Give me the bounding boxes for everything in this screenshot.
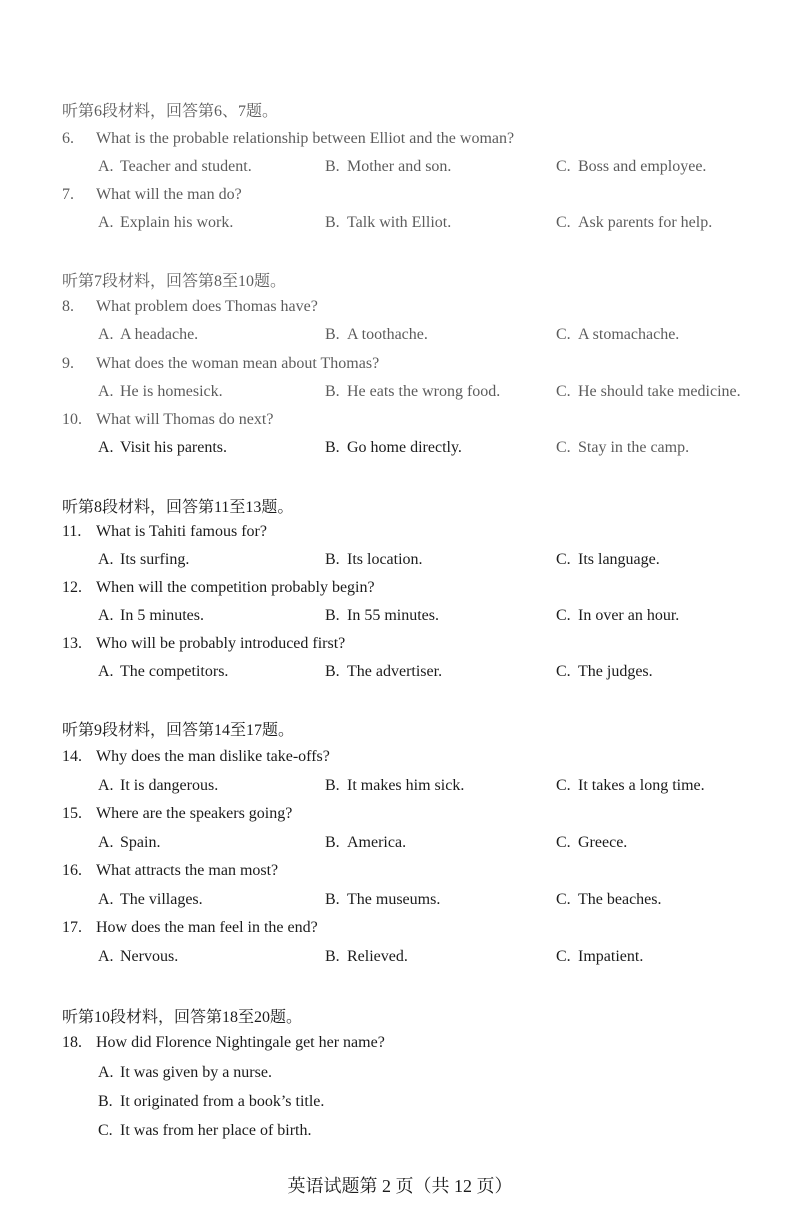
question-number: 18. bbox=[62, 1034, 82, 1051]
option-letter: A. bbox=[98, 158, 114, 175]
option-text: Its location. bbox=[347, 551, 423, 568]
option-text: The advertiser. bbox=[347, 663, 443, 680]
option-a bbox=[98, 551, 189, 569]
option-b bbox=[325, 326, 428, 344]
option-letter: B. bbox=[325, 607, 340, 624]
option-c bbox=[556, 948, 643, 966]
option-a bbox=[98, 326, 198, 344]
option-text: A stomachache. bbox=[578, 326, 680, 343]
option-letter: C. bbox=[556, 891, 571, 908]
question-14 bbox=[62, 748, 330, 766]
option-text: Visit his parents. bbox=[120, 439, 228, 456]
option-text: The villages. bbox=[120, 891, 203, 908]
question-text: What problem does Thomas have? bbox=[96, 298, 318, 315]
question-number: 6. bbox=[62, 130, 74, 147]
option-letter: A. bbox=[98, 551, 114, 568]
option-letter: A. bbox=[98, 383, 114, 400]
option-a bbox=[98, 777, 218, 795]
section-header: 听第8段材料，回答第11至13题。 bbox=[62, 499, 294, 516]
option-text: America. bbox=[347, 834, 407, 851]
option-a bbox=[98, 214, 233, 232]
section-header: 听第7段材料，回答第8至10题。 bbox=[62, 273, 287, 290]
option-c bbox=[556, 663, 653, 681]
option-letter: C. bbox=[556, 663, 571, 680]
option-letter: B. bbox=[325, 383, 340, 400]
question-text: Who will be probably introduced first? bbox=[96, 635, 346, 652]
option-letter: A. bbox=[98, 834, 114, 851]
option-text: It was given by a nurse. bbox=[120, 1064, 272, 1081]
question-number: 9. bbox=[62, 355, 74, 372]
option-a bbox=[98, 383, 223, 401]
option-text: In 55 minutes. bbox=[347, 607, 439, 624]
option-b bbox=[325, 214, 451, 232]
option-a bbox=[98, 158, 252, 176]
option-letter: B. bbox=[325, 948, 340, 965]
option-text: Talk with Elliot. bbox=[347, 214, 452, 231]
option-text: Nervous. bbox=[120, 948, 179, 965]
question-number: 7. bbox=[62, 186, 74, 203]
question-text: Why does the man dislike take-offs? bbox=[96, 748, 330, 765]
question-10 bbox=[62, 411, 273, 429]
option-letter: B. bbox=[325, 214, 340, 231]
question-number: 8. bbox=[62, 298, 74, 315]
option-letter: B. bbox=[325, 663, 340, 680]
option-letter: C. bbox=[556, 439, 571, 456]
option-text: He should take medicine. bbox=[578, 383, 741, 400]
option-text: It was from her place of birth. bbox=[120, 1122, 312, 1139]
question-number: 12. bbox=[62, 579, 82, 596]
option-text: It is dangerous. bbox=[120, 777, 219, 794]
option-c bbox=[556, 607, 679, 625]
option-text: It takes a long time. bbox=[578, 777, 705, 794]
option-text: The competitors. bbox=[120, 663, 229, 680]
question-number: 14. bbox=[62, 748, 82, 765]
option-letter: C. bbox=[556, 834, 571, 851]
option-text: The beaches. bbox=[578, 891, 662, 908]
option-a bbox=[98, 834, 160, 852]
question-text: How does the man feel in the end? bbox=[96, 919, 318, 936]
option-c bbox=[556, 326, 679, 344]
question-number: 17. bbox=[62, 919, 82, 936]
option-text: Mother and son. bbox=[347, 158, 452, 175]
option-letter: C. bbox=[556, 326, 571, 343]
option-b bbox=[325, 834, 406, 852]
option-text: He eats the wrong food. bbox=[347, 383, 501, 400]
option-letter: B. bbox=[325, 834, 340, 851]
option-text: Stay in the camp. bbox=[578, 439, 690, 456]
option-letter: A. bbox=[98, 214, 114, 231]
option-c bbox=[556, 214, 712, 232]
question-text: What will the man do? bbox=[96, 186, 242, 203]
option-c bbox=[556, 551, 660, 569]
question-number: 10. bbox=[62, 411, 82, 428]
question-17 bbox=[62, 919, 318, 937]
question-6 bbox=[62, 130, 514, 148]
option-letter: A. bbox=[98, 891, 114, 908]
option-letter: B. bbox=[98, 1093, 113, 1110]
option-letter: C. bbox=[556, 214, 571, 231]
option-letter: B. bbox=[325, 439, 340, 456]
option-letter: A. bbox=[98, 607, 114, 624]
option-letter: B. bbox=[325, 777, 340, 794]
option-letter: B. bbox=[325, 326, 340, 343]
question-text: What is Tahiti famous for? bbox=[96, 523, 267, 540]
option-a bbox=[98, 439, 227, 457]
option-b bbox=[325, 383, 500, 401]
question-text: What will Thomas do next? bbox=[96, 411, 274, 428]
option-c bbox=[556, 777, 705, 795]
option-text: Boss and employee. bbox=[578, 158, 707, 175]
question-text: When will the competition probably begin? bbox=[96, 579, 375, 596]
option-b bbox=[325, 158, 451, 176]
option-text: It originated from a book’s title. bbox=[120, 1093, 325, 1110]
option-b bbox=[325, 607, 439, 625]
option-letter: C. bbox=[556, 158, 571, 175]
question-9 bbox=[62, 355, 379, 373]
option-a bbox=[98, 1064, 272, 1082]
option-letter: A. bbox=[98, 326, 114, 343]
option-text: Its language. bbox=[578, 551, 660, 568]
option-text: He is homesick. bbox=[120, 383, 223, 400]
option-text: Teacher and student. bbox=[120, 158, 252, 175]
option-letter: C. bbox=[556, 777, 571, 794]
option-text: A headache. bbox=[120, 326, 199, 343]
question-text: What attracts the man most? bbox=[96, 862, 279, 879]
option-a bbox=[98, 607, 204, 625]
option-letter: B. bbox=[325, 891, 340, 908]
option-letter: C. bbox=[556, 607, 571, 624]
option-c bbox=[98, 1122, 311, 1140]
option-c bbox=[556, 439, 689, 457]
question-11 bbox=[62, 523, 267, 541]
question-text: What does the woman mean about Thomas? bbox=[96, 355, 380, 372]
question-12 bbox=[62, 579, 375, 597]
question-text: Where are the speakers going? bbox=[96, 805, 293, 822]
option-b bbox=[325, 777, 464, 795]
page-footer: 英语试题第 2 页（共 12 页） bbox=[287, 1176, 513, 1196]
question-13 bbox=[62, 635, 345, 653]
option-text: Impatient. bbox=[578, 948, 644, 965]
question-18 bbox=[62, 1034, 385, 1052]
option-text: Go home directly. bbox=[347, 439, 462, 456]
option-a bbox=[98, 948, 178, 966]
option-a bbox=[98, 663, 228, 681]
option-text: Its surfing. bbox=[120, 551, 190, 568]
option-text: Ask parents for help. bbox=[578, 214, 713, 231]
question-number: 16. bbox=[62, 862, 82, 879]
option-a bbox=[98, 891, 203, 909]
question-number: 11. bbox=[62, 523, 82, 540]
option-text: Explain his work. bbox=[120, 214, 234, 231]
option-text: Greece. bbox=[578, 834, 628, 851]
section-header: 听第10段材料，回答第18至20题。 bbox=[62, 1009, 303, 1026]
question-number: 13. bbox=[62, 635, 82, 652]
option-text: Relieved. bbox=[347, 948, 408, 965]
option-c bbox=[556, 158, 706, 176]
question-number: 15. bbox=[62, 805, 82, 822]
option-c bbox=[556, 383, 741, 401]
option-c bbox=[556, 834, 627, 852]
option-b bbox=[325, 439, 462, 457]
option-letter: B. bbox=[325, 551, 340, 568]
question-15 bbox=[62, 805, 292, 823]
option-c bbox=[556, 891, 662, 909]
question-text: What is the probable relationship between Elliot and the woman? bbox=[96, 130, 515, 147]
section-header: 听第6段材料，回答第6、7题。 bbox=[62, 103, 279, 120]
option-text: The museums. bbox=[347, 891, 441, 908]
option-text: In 5 minutes. bbox=[120, 607, 204, 624]
option-letter: C. bbox=[98, 1122, 113, 1139]
question-7 bbox=[62, 186, 242, 204]
option-b bbox=[325, 891, 440, 909]
option-text: It makes him sick. bbox=[347, 777, 465, 794]
section-header: 听第9段材料，回答第14至17题。 bbox=[62, 722, 295, 739]
option-b bbox=[325, 551, 423, 569]
option-letter: C. bbox=[556, 551, 571, 568]
option-text: A toothache. bbox=[347, 326, 428, 343]
option-letter: A. bbox=[98, 439, 114, 456]
option-letter: C. bbox=[556, 383, 571, 400]
option-text: In over an hour. bbox=[578, 607, 680, 624]
option-letter: A. bbox=[98, 777, 114, 794]
option-b bbox=[325, 663, 442, 681]
question-16 bbox=[62, 862, 278, 880]
option-letter: A. bbox=[98, 663, 114, 680]
question-text: How did Florence Nightingale get her name? bbox=[96, 1034, 385, 1051]
option-text: The judges. bbox=[578, 663, 653, 680]
option-letter: A. bbox=[98, 1064, 114, 1081]
option-letter: A. bbox=[98, 948, 114, 965]
option-letter: B. bbox=[325, 158, 340, 175]
option-b bbox=[325, 948, 408, 966]
option-b bbox=[98, 1093, 324, 1111]
option-letter: C. bbox=[556, 948, 571, 965]
question-8 bbox=[62, 298, 318, 316]
option-text: Spain. bbox=[120, 834, 161, 851]
